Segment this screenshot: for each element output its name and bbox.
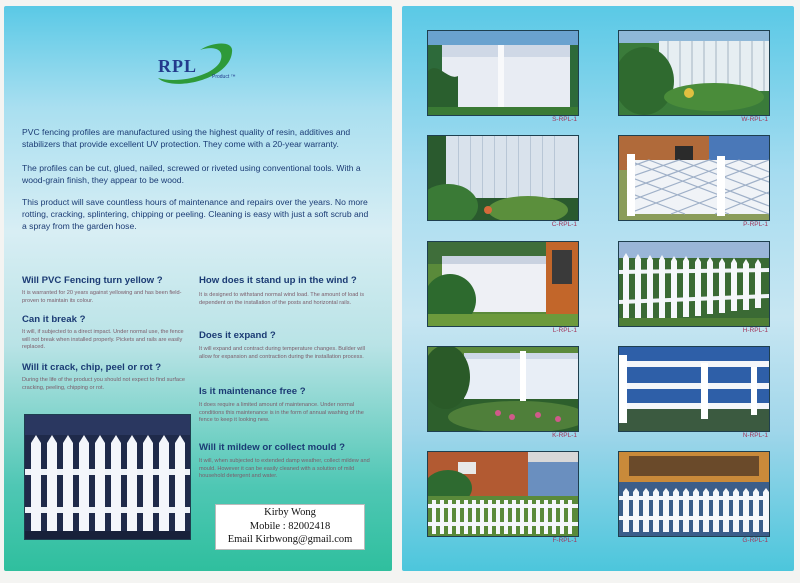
fence-photo-n-rpl-1 bbox=[618, 346, 770, 432]
fence-photo-f-rpl-1 bbox=[427, 451, 579, 537]
faq-answer-yellow: It is warranted for 20 years against yellowing and has been field-proven to maintain its colour. bbox=[22, 290, 182, 304]
product-code-l-rpl-1: L-RPL-1 bbox=[552, 327, 577, 334]
faq-answer-break: It will, if subjected to a direct impact. Under normal use, the fence will not break when installed properly. Pickets and rails are easily replaced. bbox=[22, 329, 184, 350]
product-code-c-rpl-1: C-RPL-1 bbox=[551, 221, 577, 228]
intro-paragraph-2: The profiles can be cut, glued, nailed, screwed or riveted using conventional tools. With a wood-grain finish, they appear to be wood. bbox=[22, 163, 361, 185]
contact-mobile: Mobile : 82002418 bbox=[249, 520, 331, 532]
fence-photo-p-rpl-1 bbox=[618, 135, 770, 221]
contact-name: Kirby Wong bbox=[264, 507, 316, 518]
product-code-p-rpl-1: P-RPL-1 bbox=[743, 221, 768, 228]
contact-card bbox=[215, 504, 365, 550]
faq-question-crack: Will it crack, chip, peel or rot ? bbox=[22, 362, 162, 373]
faq-question-mildew: Will it mildew or collect mould ? bbox=[199, 442, 345, 453]
product-code-h-rpl-1: H-RPL-1 bbox=[742, 327, 768, 334]
faq-answer-maintenance: It does require a limited amount of maintenance. Under normal conditions this maintenance is in the form of annual washing of the fence to keep it looking new. bbox=[199, 402, 364, 423]
intro-paragraph-1: PVC fencing profiles are manufactured using the highest quality of resin, additives and stabilizers that provide excellent UV protection. They come with a 20-year warranty. bbox=[22, 127, 351, 149]
fence-photo-k-rpl-1 bbox=[427, 346, 579, 432]
faq-answer-expand: It will expand and contract during temperature changes. Builder will allow for expansion and contraction during the installation process. bbox=[199, 346, 366, 360]
faq-question-wind: How does it stand up in the wind ? bbox=[199, 275, 357, 286]
logo-subtext: Product ™ bbox=[212, 74, 236, 80]
picket-fence-photo bbox=[24, 414, 191, 540]
faq-answer-mildew: It will, when subjected to extended damp weather, collect mildew and mould. However it can be easily cleaned with a solution of mild household detergent and water. bbox=[199, 458, 370, 479]
fence-photo-w-rpl-1 bbox=[618, 30, 770, 116]
product-code-g-rpl-1: G-RPL-1 bbox=[742, 537, 768, 544]
fence-photo-l-rpl-1 bbox=[427, 241, 579, 327]
product-code-w-rpl-1: W-RPL-1 bbox=[741, 116, 768, 123]
faq-answer-wind: It is designed to withstand normal wind load. The amount of load is dependent on the installation of the posts and horizontal rails. bbox=[199, 292, 365, 306]
fence-photo-h-rpl-1 bbox=[618, 241, 770, 327]
product-code-k-rpl-1: K-RPL-1 bbox=[552, 432, 577, 439]
fence-photo-g-rpl-1 bbox=[618, 451, 770, 537]
logo-text: RPL bbox=[158, 56, 197, 76]
fence-photo-s-rpl-1 bbox=[427, 30, 579, 116]
product-code-n-rpl-1: N-RPL-1 bbox=[742, 432, 768, 439]
faq-question-expand: Does it expand ? bbox=[199, 330, 276, 341]
faq-question-break: Can it break ? bbox=[22, 314, 86, 325]
intro-paragraph-3: This product will save countless hours of maintenance and repairs over the years. No more rotting, cracking, splintering, chipping or peeling. Cleaning is easy with just a soft scrub and a spray from the garden hose. bbox=[22, 197, 369, 231]
product-code-s-rpl-1: S-RPL-1 bbox=[552, 116, 577, 123]
faq-question-maintenance: Is it maintenance free ? bbox=[199, 386, 306, 397]
faq-question-yellow: Will PVC Fencing turn yellow ? bbox=[22, 275, 163, 286]
product-code-f-rpl-1: F-RPL-1 bbox=[552, 537, 577, 544]
fence-photo-c-rpl-1 bbox=[427, 135, 579, 221]
faq-answer-crack: During the life of the product you should not expect to find surface cracking, peeling, chipping or rot. bbox=[22, 377, 185, 391]
contact-email: Email Kirbwong@gmail.com bbox=[227, 534, 353, 545]
